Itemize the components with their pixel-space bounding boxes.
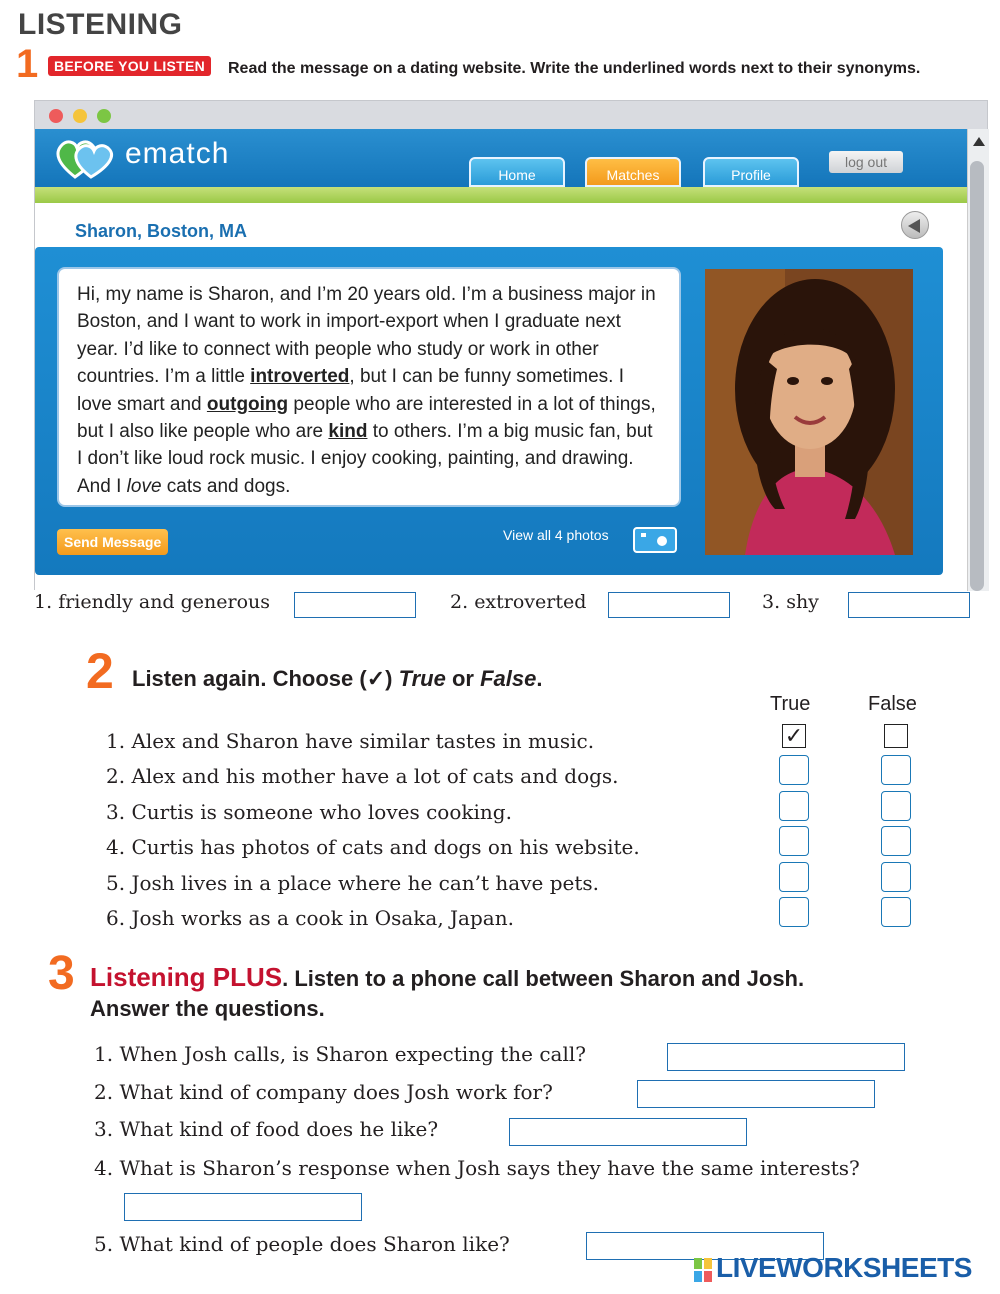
- scroll-up-icon[interactable]: [973, 137, 985, 146]
- message-text: Hi, my name is Sharon, and I’m 20 years old. I’m a business major in Boston, and I want to work in import-export when I graduate next year. I’d like to connect with people who study or work in other countries. I’m a little: [77, 284, 656, 388]
- section2-number: 2: [86, 643, 114, 699]
- tf-statement-1: 1. Alex and Sharon have similar tastes in music.: [106, 729, 595, 753]
- message-text: cats and dogs.: [161, 475, 291, 497]
- profile-message: [57, 267, 681, 507]
- question-2: 2. What kind of company does Josh work for?: [94, 1080, 553, 1104]
- logout-button[interactable]: log out: [829, 151, 903, 173]
- before-you-listen-badge: BEFORE YOU LISTEN: [48, 56, 211, 76]
- synonym-input-2[interactable]: [608, 592, 730, 618]
- answer-input-2[interactable]: [637, 1080, 875, 1108]
- false-checkbox-4[interactable]: [881, 826, 911, 856]
- italic-love: love: [126, 475, 162, 497]
- true-checkbox-2[interactable]: [779, 755, 809, 785]
- tab-profile[interactable]: Profile: [703, 157, 799, 187]
- tf-statement-2: 2. Alex and his mother have a lot of cats and dogs.: [106, 764, 619, 788]
- false-checkbox-1: [884, 724, 908, 748]
- heart-logo-icon: [55, 137, 115, 181]
- message-text: , but I can be funny sometimes. I love smart and: [77, 366, 625, 415]
- tf-statement-5: 5. Josh lives in a place where he can’t have pets.: [106, 871, 600, 895]
- message-text: people who are interested in a lot of things, but I also like people who are: [77, 393, 656, 443]
- liveworksheets-brand: LIVEWORKSHEETS: [716, 1252, 972, 1283]
- false-checkbox-6[interactable]: [881, 897, 911, 927]
- section3-instruction: Listening PLUS. Listen to a phone call between Sharon and Josh.: [90, 962, 805, 992]
- tab-home[interactable]: Home: [469, 157, 565, 187]
- back-arrow-icon[interactable]: [901, 211, 929, 239]
- question-3: 3. What kind of food does he like?: [94, 1117, 439, 1141]
- liveworksheets-logo-icon: [694, 1258, 712, 1282]
- tf-statement-4: 4. Curtis has photos of cats and dogs on his website.: [106, 835, 640, 859]
- profile-photo: [705, 269, 913, 555]
- false-checkbox-3[interactable]: [881, 791, 911, 821]
- send-message-button[interactable]: Send Message: [57, 529, 168, 555]
- section3-number: 3: [48, 947, 75, 1000]
- view-photos-link[interactable]: View all 4 photos: [503, 527, 609, 543]
- camera-icon[interactable]: [633, 527, 677, 553]
- message-text: to others. I’m a big music fan, but I don’t like loud rock music. I enjoy cooking, painting, and drawing. And I: [77, 421, 653, 497]
- synonym-item-3: 3. shy: [762, 591, 819, 613]
- true-checkbox-1-checked: ✓: [782, 724, 806, 748]
- profile-panel: [35, 247, 943, 575]
- true-checkbox-6[interactable]: [779, 897, 809, 927]
- section1-number: 1: [16, 42, 39, 86]
- answer-input-1[interactable]: [667, 1043, 905, 1071]
- true-checkbox-3[interactable]: [779, 791, 809, 821]
- page-title: LISTENING: [18, 8, 183, 41]
- section3-instruction-line2: Answer the questions.: [90, 996, 325, 1021]
- true-checkbox-4[interactable]: [779, 826, 809, 856]
- true-checkbox-5[interactable]: [779, 862, 809, 892]
- site-logo-text: ematch: [125, 137, 230, 170]
- scrollbar-thumb[interactable]: [970, 161, 984, 591]
- question-1: 1. When Josh calls, is Sharon expecting the call?: [94, 1042, 586, 1066]
- maximize-dot-icon: [97, 109, 111, 123]
- false-checkbox-2[interactable]: [881, 755, 911, 785]
- underlined-introverted: introverted: [250, 366, 350, 388]
- minimize-dot-icon: [73, 109, 87, 123]
- tf-statement-6: 6. Josh works as a cook in Osaka, Japan.: [106, 906, 514, 930]
- true-column-header: True: [770, 693, 811, 715]
- profile-name: Sharon, Boston, MA: [75, 221, 247, 241]
- false-checkbox-5[interactable]: [881, 862, 911, 892]
- synonym-item-1: 1. friendly and generous: [34, 591, 271, 613]
- synonym-item-2: 2. extroverted: [450, 591, 587, 613]
- underlined-kind: kind: [328, 421, 368, 443]
- question-4: 4. What is Sharon’s response when Josh says they have the same interests?: [94, 1156, 860, 1180]
- false-column-header: False: [868, 693, 917, 715]
- section2-instruction: Listen again. Choose (✓) True or False.: [132, 666, 543, 691]
- tab-matches[interactable]: Matches: [585, 157, 681, 187]
- browser-window: [34, 100, 988, 590]
- synonym-input-3[interactable]: [848, 592, 970, 618]
- header-accent-bar: [35, 187, 967, 203]
- close-dot-icon: [49, 109, 63, 123]
- tf-statement-3: 3. Curtis is someone who loves cooking.: [106, 800, 512, 824]
- section1-instruction: Read the message on a dating website. Write the underlined words next to their synonyms.: [228, 60, 921, 77]
- synonym-input-1[interactable]: [294, 592, 416, 618]
- answer-input-4[interactable]: [124, 1193, 362, 1221]
- underlined-outgoing: outgoing: [206, 393, 289, 415]
- question-5: 5. What kind of people does Sharon like?: [94, 1232, 510, 1256]
- answer-input-3[interactable]: [509, 1118, 747, 1146]
- profile-content: [35, 203, 967, 591]
